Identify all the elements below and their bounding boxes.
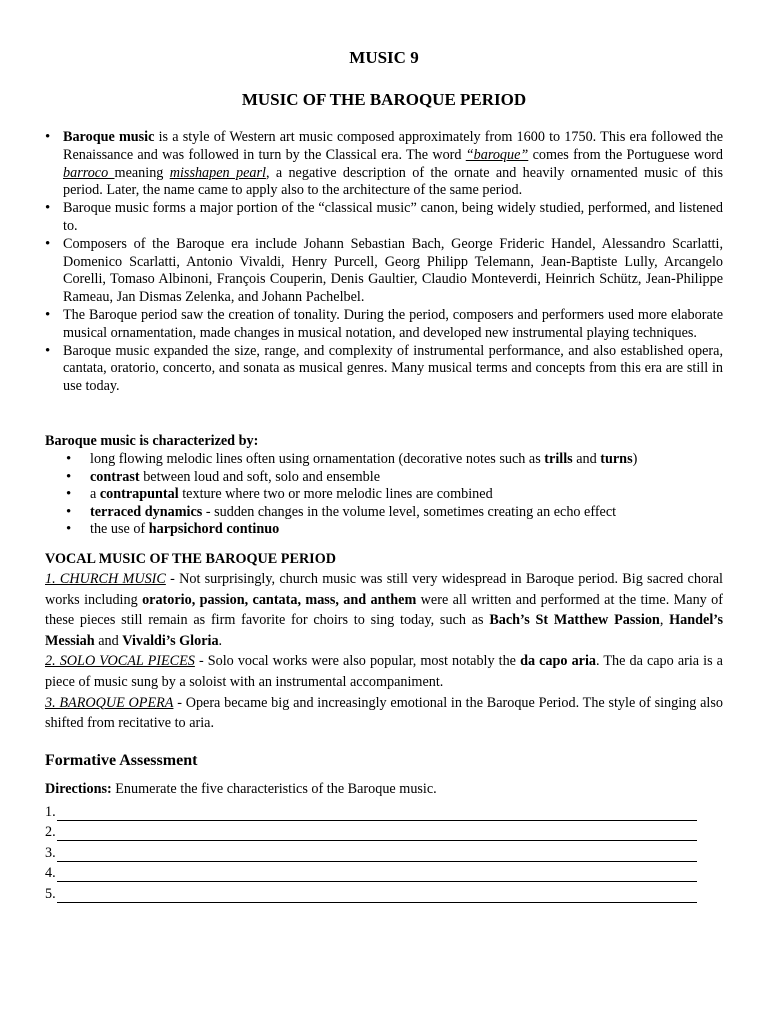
church-music-paragraph: 1. CHURCH MUSIC - Not surprisingly, church music was still very widespread in Baroque period. Big sacred choral works including oratorio, passion, cantata, mass, and anthem were all written and performed at the time. Many of these pieces still remain as firm favorite for choirs to sing today, such as Bach’s St Matthew Passion, Handel’s Messiah and Vivaldi’s Gloria.: [45, 571, 724, 649]
intro-bullet-1: • Baroque music is a style of Western art music composed approximately from 1600 to 1750. This era followed the Renaissance and was followed in turn by the Classical era. The word “baroque” comes from the Portuguese word barroco meaning misshapen pearl, a negative description of the ornate and heavily ornamented music of this period. Later, the name came to apply also to the architecture of the same period.: [45, 129, 723, 200]
answer-lines: [45, 800, 697, 903]
characteristics-list: [45, 451, 723, 539]
answer-blank[interactable]: [57, 887, 697, 903]
vocal-music-section: [45, 569, 723, 734]
vocal-music-heading: VOCAL MUSIC OF THE BAROQUE PERIOD: [45, 551, 336, 567]
characteristic-item: • a contrapuntal texture where two or more melodic lines are combined: [45, 486, 723, 504]
barroco-word: barroco: [63, 164, 115, 181]
baroque-word: “baroque”: [465, 146, 529, 163]
characteristics-heading: Baroque music is characterized by:: [45, 433, 259, 449]
answer-line-2[interactable]: 2.: [45, 821, 697, 842]
answer-blank[interactable]: [57, 866, 697, 882]
baroque-music-term: Baroque music: [63, 129, 155, 145]
characteristic-item: • long flowing melodic lines often using ornamentation (decorative notes such as trills and turns): [45, 451, 723, 469]
page-title: MUSIC OF THE BAROQUE PERIOD: [241, 90, 527, 109]
intro-bullet-3: • Composers of the Baroque era include Johann Sebastian Bach, George Frideric Handel, Alessandro Scarlatti, Domenico Scarlatti, Antonio Vivaldi, Henry Purcell, Georg Philipp Telemann, Jean-Baptiste Lully, Arcangelo Corelli, Tomaso Albinoni, François Couperin, Denis Gaultier, Claudio Monteverdi, Heinrich Schütz, Jean-Philippe Rameau, Jan Dismas Zelenka, and Johann Pachelbel.: [45, 236, 723, 307]
answer-line-4[interactable]: 4.: [45, 862, 697, 883]
answer-blank[interactable]: [57, 825, 697, 841]
characteristic-item: • terraced dynamics - sudden changes in the volume level, sometimes creating an echo effect: [45, 504, 723, 522]
course-title: MUSIC 9: [349, 48, 419, 67]
misshapen-pearl-phrase: misshapen pearl: [169, 164, 266, 181]
answer-blank[interactable]: [57, 805, 697, 821]
formative-assessment-heading: Formative Assessment: [45, 752, 198, 769]
intro-bullet-2: • Baroque music forms a major portion of the “classical music” canon, being widely studied, performed, and listened to.: [45, 200, 723, 236]
characteristic-item: • contrast between loud and soft, solo and ensemble: [45, 469, 723, 487]
solo-vocal-label: 2. SOLO VOCAL PIECES: [45, 653, 195, 670]
church-music-label: 1. CHURCH MUSIC: [45, 571, 166, 587]
intro-bullet-5: • Baroque music expanded the size, range, and complexity of instrumental performance, and also established opera, cantata, oratorio, concerto, and sonata as musical genres. Many musical terms and concepts from this era are still in use today.: [45, 343, 723, 396]
baroque-opera-paragraph: 3. BAROQUE OPERA - Opera became big and increasingly emotional in the Baroque Period. The style of singing also shifted from recitative to aria.: [45, 694, 723, 732]
intro-bullet-list: [45, 129, 723, 396]
baroque-opera-label: 3. BAROQUE OPERA: [45, 694, 174, 711]
directions: Directions: Enumerate the five characteristics of the Baroque music.: [45, 781, 437, 797]
answer-line-1[interactable]: 1.: [45, 800, 697, 821]
answer-line-5[interactable]: 5.: [45, 882, 697, 903]
solo-vocal-paragraph: 2. SOLO VOCAL PIECES - Solo vocal works were also popular, most notably the da capo aria. The da capo aria is a piece of music sung by a soloist with an instrumental accompaniment.: [45, 653, 723, 690]
intro-bullet-4: • The Baroque period saw the creation of tonality. During the period, composers and performers used more elaborate musical ornamentation, made changes in musical notation, and developed new instrumental playing techniques.: [45, 307, 723, 343]
answer-blank[interactable]: [57, 846, 697, 862]
answer-line-3[interactable]: 3.: [45, 841, 697, 862]
characteristic-item: • the use of harpsichord continuo: [45, 521, 723, 539]
